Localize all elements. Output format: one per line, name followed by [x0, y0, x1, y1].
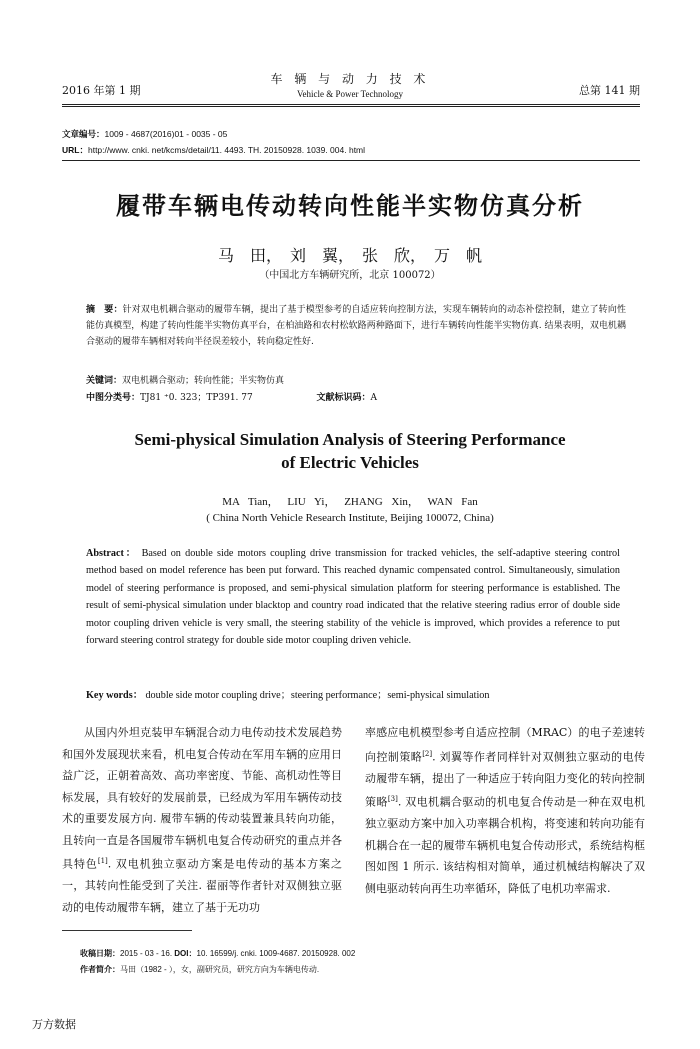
body-right-text-a: 率感应电机模型参考自适应控制（MRAC）的电子差速转向控制策略	[365, 726, 645, 764]
title-en	[0, 428, 700, 474]
affiliation-en: ( China North Vehicle Research Institute, Beijing 100072, China)	[206, 512, 494, 524]
doi-label: DOI：	[174, 949, 197, 958]
classification-cn	[86, 390, 586, 403]
body-right-text-c: . 双电机耦合驱动的机电复合传动是一种在双电机独立驱动方案中加入功率耦合机构，将变速和转向功能有机耦合在一起的履带车辆机电复合传动形式，系统结构框图如图 1 所示. 该结构相对简单，通过机械结构解决了双侧电驱动转向再生功率循环，降低了电机功率需求.	[365, 795, 646, 895]
body-column-right	[365, 722, 645, 899]
authors-en: MA Tian， LIU Yi， ZHANG Xin， WAN Fan	[222, 496, 478, 508]
title-en-line2: of Electric Vehicles	[281, 453, 419, 472]
footnote-received	[80, 948, 355, 959]
url-label: URL：	[62, 145, 88, 155]
title-en-line1: Semi-physical Simulation Analysis of Steering Performance	[134, 430, 566, 449]
affiliation-cn: （中国北方车辆研究所，北京 100072）	[259, 270, 441, 281]
header-rule	[62, 104, 640, 105]
journal-name-en: Vehicle & Power Technology	[297, 89, 403, 99]
meta-rule	[62, 160, 640, 161]
body-column-left	[62, 722, 342, 918]
doi-value: 10. 16599/j. cnki. 1009-4687. 20150928. 002	[196, 949, 356, 958]
received-label: 收稿日期：	[80, 949, 120, 958]
url-link[interactable]: http://www. cnki. net/kcms/detail/11. 4493. TH. 20150928. 1039. 004. html	[87, 145, 366, 155]
document-code-label: 文献标识码：	[316, 393, 371, 403]
abstract-cn	[86, 302, 626, 350]
abstract-cn-text: 针对双电机耦合驱动的履带车辆，提出了基于模型参考的自适应转向控制方法，实现车辆转向的动态补偿控制，建立了转向性能仿真模型，构建了转向性能半实物仿真平台，在柏油路和农村松软路两种路面下，进行车辆转向性能半实物仿真. 结果表明，双电机耦合驱动的履带车辆相对转向半径误差较小，转向稳定性好.	[86, 305, 626, 347]
article-number-value: 1009 - 4687(2016)01 - 0035 - 05	[104, 129, 228, 139]
footnote-author	[80, 964, 319, 975]
keywords-cn-text: 双电机耦合驱动；转向性能；半实物仿真	[122, 376, 285, 386]
classification-label: 中图分类号：	[86, 393, 141, 403]
abstract-en	[86, 545, 620, 649]
received-date: 2015 - 03 - 16.	[120, 949, 173, 958]
abstract-en-label: Abstract：	[86, 548, 138, 559]
abstract-cn-label: 摘 要：	[86, 305, 123, 315]
total-issue-label: 总第 141 期	[579, 84, 640, 97]
article-url	[62, 144, 365, 156]
author-bio-text: 马田（1982 - ），女，副研究员，研究方向为车辆电传动.	[120, 965, 320, 974]
citation-1: [1]	[97, 857, 108, 865]
keywords-cn-label: 关键词：	[86, 376, 123, 386]
article-number	[62, 128, 227, 140]
issue-label: 2016 年第 1 期	[62, 84, 141, 97]
document-code-value: A	[370, 393, 377, 403]
keywords-en-label: Key words：	[86, 690, 143, 701]
author-bio-label: 作者简介：	[80, 965, 120, 974]
wanfang-watermark: 万方数据	[32, 1018, 76, 1031]
abstract-en-text: Based on double side motors coupling drive transmission for tracked vehicles, the self-adaptive steering control method based on model reference has been put forward. This reached dynamic compensated control. Simultaneously, simulation model of steering performance is proposed, and semi-physical simulation platform for steering performance is established. The result of semi-physical simulation under blacktop and country road indicated that the relative steering radius error of double side motor coupling driven vehicle is very small, the steering stability of the vehicle is improved, which provides a reference to put forward steering control strategy for double side motor coupling driven vehicle.	[86, 548, 620, 647]
title-cn: 履带车辆电传动转向性能半实物仿真分析	[116, 192, 584, 220]
body-left-text-b: . 双电机独立驱动方案是电传动的基本方案之一，其转向性能受到了关注. 翟丽等作者针对双侧独立驱动的电传动履带车辆，建立了基于无功功	[62, 857, 342, 914]
authors-cn: 马 田， 刘 翼， 张 欣， 万 帆	[217, 246, 482, 265]
body-left-text-a: 从国内外坦克装甲车辆混合动力电传动技术发展趋势和国外发展现状来看，机电复合传动在军用车辆的应用日益广泛，正朝着高效、高功率密度、节能、高机动性等目标发展，具有较好的发展前景，已经成为军用车辆传动技术的重要发展方向. 履带车辆的传动装置兼具转向功能，且转向一直是各国履带车辆机电复合传动研究的重点并各具特色	[62, 726, 342, 871]
keywords-en-text: double side motor coupling drive；steering performance；semi-physical simulation	[145, 690, 490, 701]
keywords-cn	[86, 373, 284, 386]
citation-2: [2]	[422, 749, 433, 758]
keywords-en	[86, 686, 489, 701]
header-rule-thin	[62, 106, 640, 107]
citation-3: [3]	[387, 795, 398, 804]
footnote-rule	[62, 930, 192, 931]
classification-value: TJ81 ⁺0. 323；TP391. 77	[140, 393, 253, 403]
article-number-label: 文章编号：	[62, 129, 105, 139]
journal-name-cn: 车 辆 与 动 力 技 术	[270, 72, 430, 86]
body-right-text-b: . 刘翼等作者同样针对双侧独立驱动的电传动履带车辆，提出了一种适应于转向阻力变化的转向控制策略	[365, 750, 646, 809]
